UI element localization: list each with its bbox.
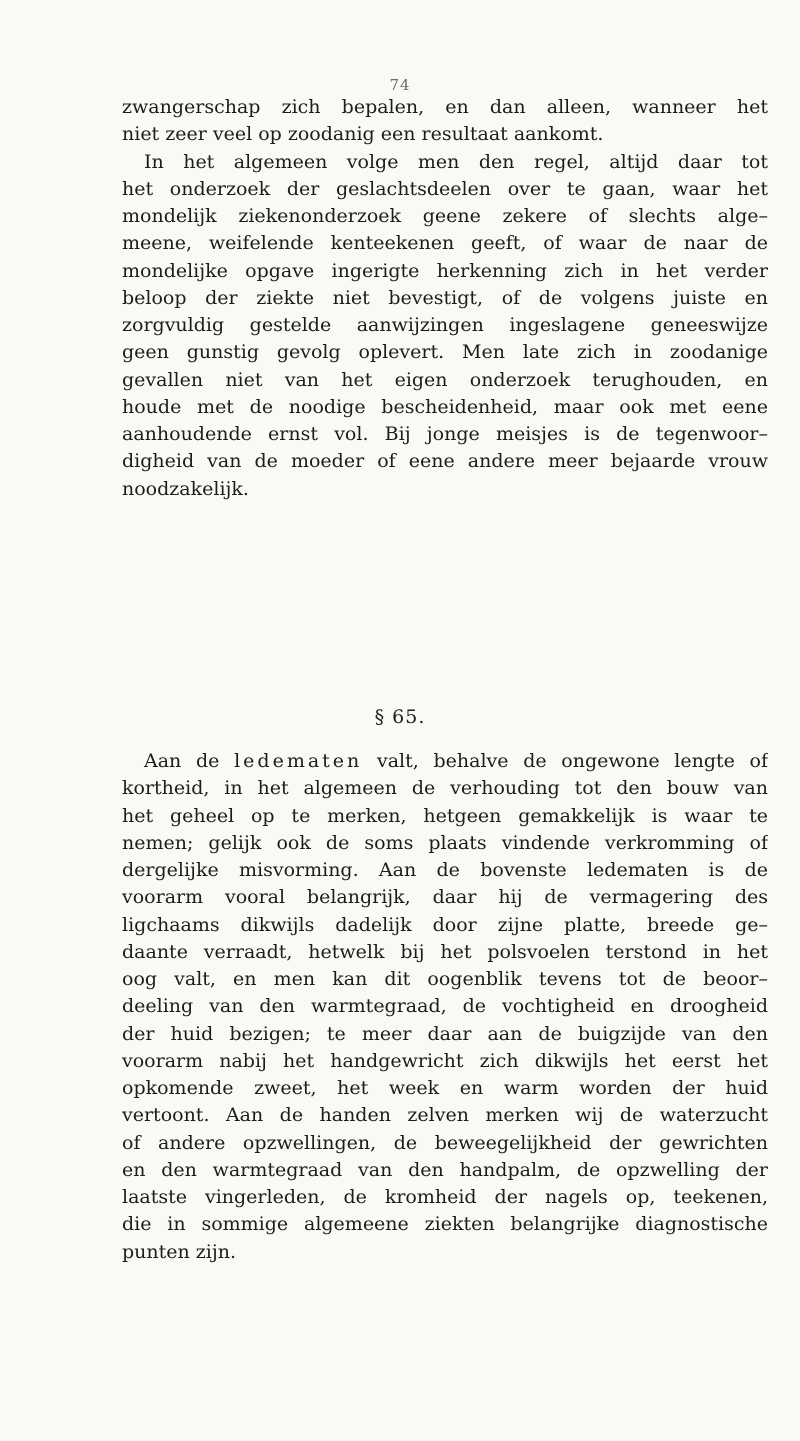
text-line: houde met de noodige bescheidenheid, maar ook met eene bbox=[122, 395, 768, 418]
text-line: aanhoudende ernst vol. Bij jonge meisjes is de tegenwoor– bbox=[122, 423, 768, 445]
text-line: voorarm nabij het handgewricht zich dikwijls het eerst het bbox=[122, 1049, 768, 1072]
text-line: en den warmtegraad van den handpalm, de opzwelling der bbox=[122, 1158, 768, 1181]
text-line: of andere opzwellingen, de beweegelijkheid der gewrichten bbox=[122, 1131, 768, 1154]
page-number: 74 bbox=[389, 76, 411, 94]
text-fragment: Aan de bbox=[144, 750, 220, 772]
text-line: mondelijk ziekenonderzoek geene zekere of slechts alge– bbox=[122, 205, 768, 227]
text-line: vertoont. Aan de handen zelven merken wij de waterzucht bbox=[122, 1104, 768, 1127]
text-line: geen gunstig gevolg oplevert. Men late zich in zoodanige bbox=[122, 341, 768, 364]
section-heading: § 65. bbox=[374, 706, 426, 728]
text-line: mondelijke opgave ingerigte herkenning zich in het verder bbox=[122, 259, 768, 282]
paragraph-1 bbox=[122, 94, 768, 503]
text-line: In het algemeen volge men den regel, altijd daar tot bbox=[144, 150, 768, 173]
text-line: kortheid, in het algemeen de verhouding tot den bouw van bbox=[122, 777, 768, 800]
text-line: deeling van den warmtegraad, de vochtigheid en droogheid bbox=[122, 995, 768, 1018]
text-line: opkomende zweet, het week en warm worden der huid bbox=[122, 1077, 768, 1099]
text-line: oog valt, en men kan dit oogenblik tevens tot de beoor– bbox=[122, 968, 768, 990]
paragraph-2 bbox=[122, 748, 768, 1266]
text-line: punten zijn. bbox=[122, 1240, 237, 1263]
text-line: dergelijke misvorming. Aan de bovenste ledematen is de bbox=[122, 859, 768, 881]
text-line: beloop der ziekte niet bevestigt, of de volgens juiste en bbox=[122, 286, 768, 309]
text-line: ligchaams dikwijls dadelijk door zijne platte, breede ge– bbox=[122, 913, 768, 936]
text-line: niet zeer veel op zoodanig een resultaat aankomt. bbox=[122, 123, 604, 146]
text-line: nemen; gelijk ook de soms plaats vindende verkromming of bbox=[122, 831, 768, 854]
text-line: zwangerschap zich bepalen, en dan alleen, wanneer het bbox=[122, 96, 768, 118]
text-line: digheid van de moeder of eene andere meer bejaarde vrouw bbox=[122, 450, 768, 473]
text-line: het onderzoek der geslachtsdeelen over te gaan, waar het bbox=[122, 177, 768, 200]
text-fragment: valt, behalve de ongewone lengte of bbox=[377, 750, 768, 772]
text-line: gevallen niet van het eigen onderzoek terughouden, en bbox=[122, 368, 768, 391]
text-line: noodzakelijk. bbox=[122, 477, 249, 500]
emphasized-term: ledematen bbox=[234, 750, 363, 772]
text-line: voorarm vooral belangrijk, daar hij de vermagering des bbox=[122, 886, 768, 909]
text-line: zorgvuldig gestelde aanwijzingen ingeslagene geneeswijze bbox=[122, 314, 768, 336]
text-line: laatste vingerleden, de kromheid der nagels op, teekenen, bbox=[122, 1186, 768, 1208]
text-line: die in sommige algemeene ziekten belangrijke diagnostische bbox=[122, 1213, 768, 1236]
text-line: het geheel op te merken, hetgeen gemakkelijk is waar te bbox=[122, 804, 768, 827]
text-line: der huid bezigen; te meer daar aan de buigzijde van den bbox=[122, 1022, 768, 1045]
text-line: meene, weifelende kenteekenen geeft, of waar de naar de bbox=[122, 232, 768, 255]
text-line bbox=[122, 748, 768, 775]
text-line: daante verraadt, hetwelk bij het polsvoelen terstond in het bbox=[122, 940, 768, 963]
